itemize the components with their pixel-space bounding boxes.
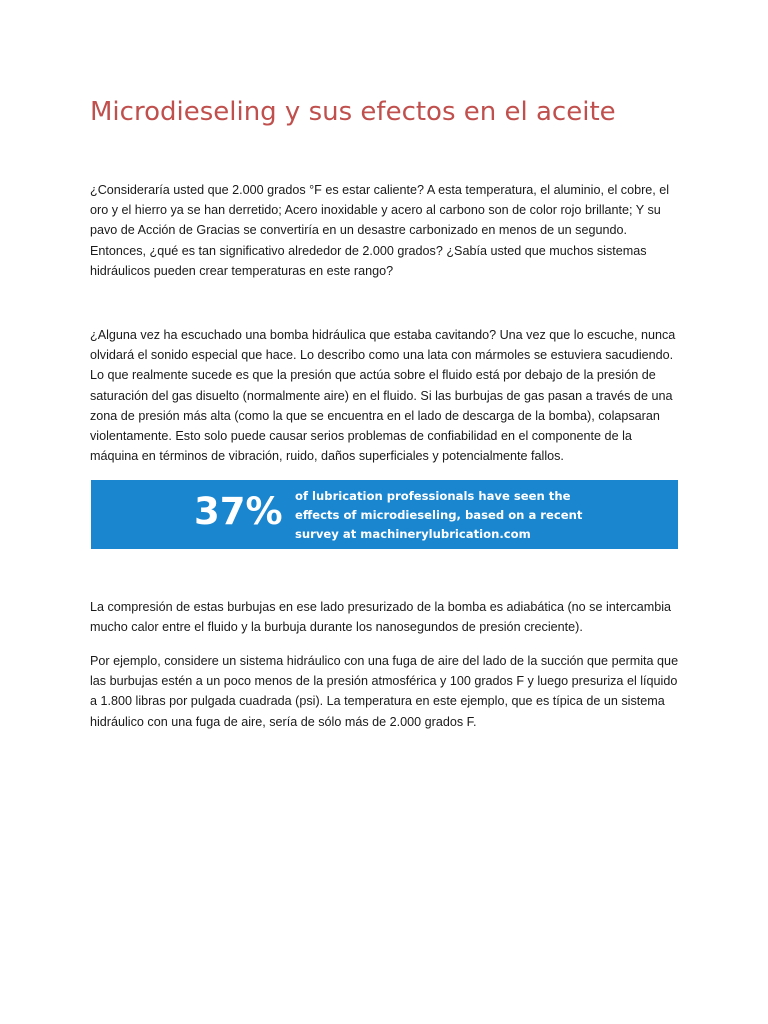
page-title: Microdieseling y sus efectos en el aceite (90, 97, 616, 127)
banner-caption: of lubrication professionals have seen the effects of microdieseling, based on a recent survey at machinerylubrication.com (295, 489, 583, 541)
statistic-banner (91, 480, 678, 549)
banner-percentage: 37% (194, 490, 283, 533)
paragraph-compression: La compresión de estas burbujas en ese lado presurizado de la bomba es adiabática (no se intercambia mucho calor entre el fluido y la burbuja durante los nanosegundos de presión creciente). (90, 600, 672, 635)
paragraph-intro: ¿Consideraría usted que 2.000 grados °F es estar caliente? A esta temperatura, el aluminio, el cobre, el oro y el hierro ya se han derretido; Acero inoxidable y acero al carbono son de color rojo brillante; Y su pavo de Acción de Gracias se convertiría en un desastre carbonizado en menos de un segundo. Entonces, ¿qué es tan significativo alrededor de 2.000 grados? ¿Sabía usted que muchos sistemas hidráulicos pueden crear temperaturas en este rango? (90, 183, 670, 278)
paragraph-cavitation: ¿Alguna vez ha escuchado una bomba hidráulica que estaba cavitando? Una vez que lo escuche, nunca olvidará el sonido especial que hace. Lo describo como una lata con mármoles se estuviera sacudiendo. Lo que realmente sucede es que la presión que actúa sobre el fluido está por debajo de la presión de saturación del gas disuelto (normalmente aire) en el fluido. Si las burbujas de gas pasan a través de una zona de presión más alta (como la que se encuentra en el lado de descarga de la bomba), colapsaran violentamente. Esto solo puede causar serios problemas de confiabilidad en el componente de la máquina en términos de vibración, ruido, daños superficiales y potencialmente fallos. (90, 328, 676, 464)
paragraph-example: Por ejemplo, considere un sistema hidráulico con una fuga de aire del lado de la succión que permita que las burbujas estén a un poco menos de la presión atmosférica y 100 grados F y luego presuriza el líquido a 1.800 libras por pulgada cuadrada (psi). La temperatura en este ejemplo, que es típica de un sistema hidráulico con una fuga de aire, sería de sólo más de 2.000 grados F. (90, 654, 679, 729)
